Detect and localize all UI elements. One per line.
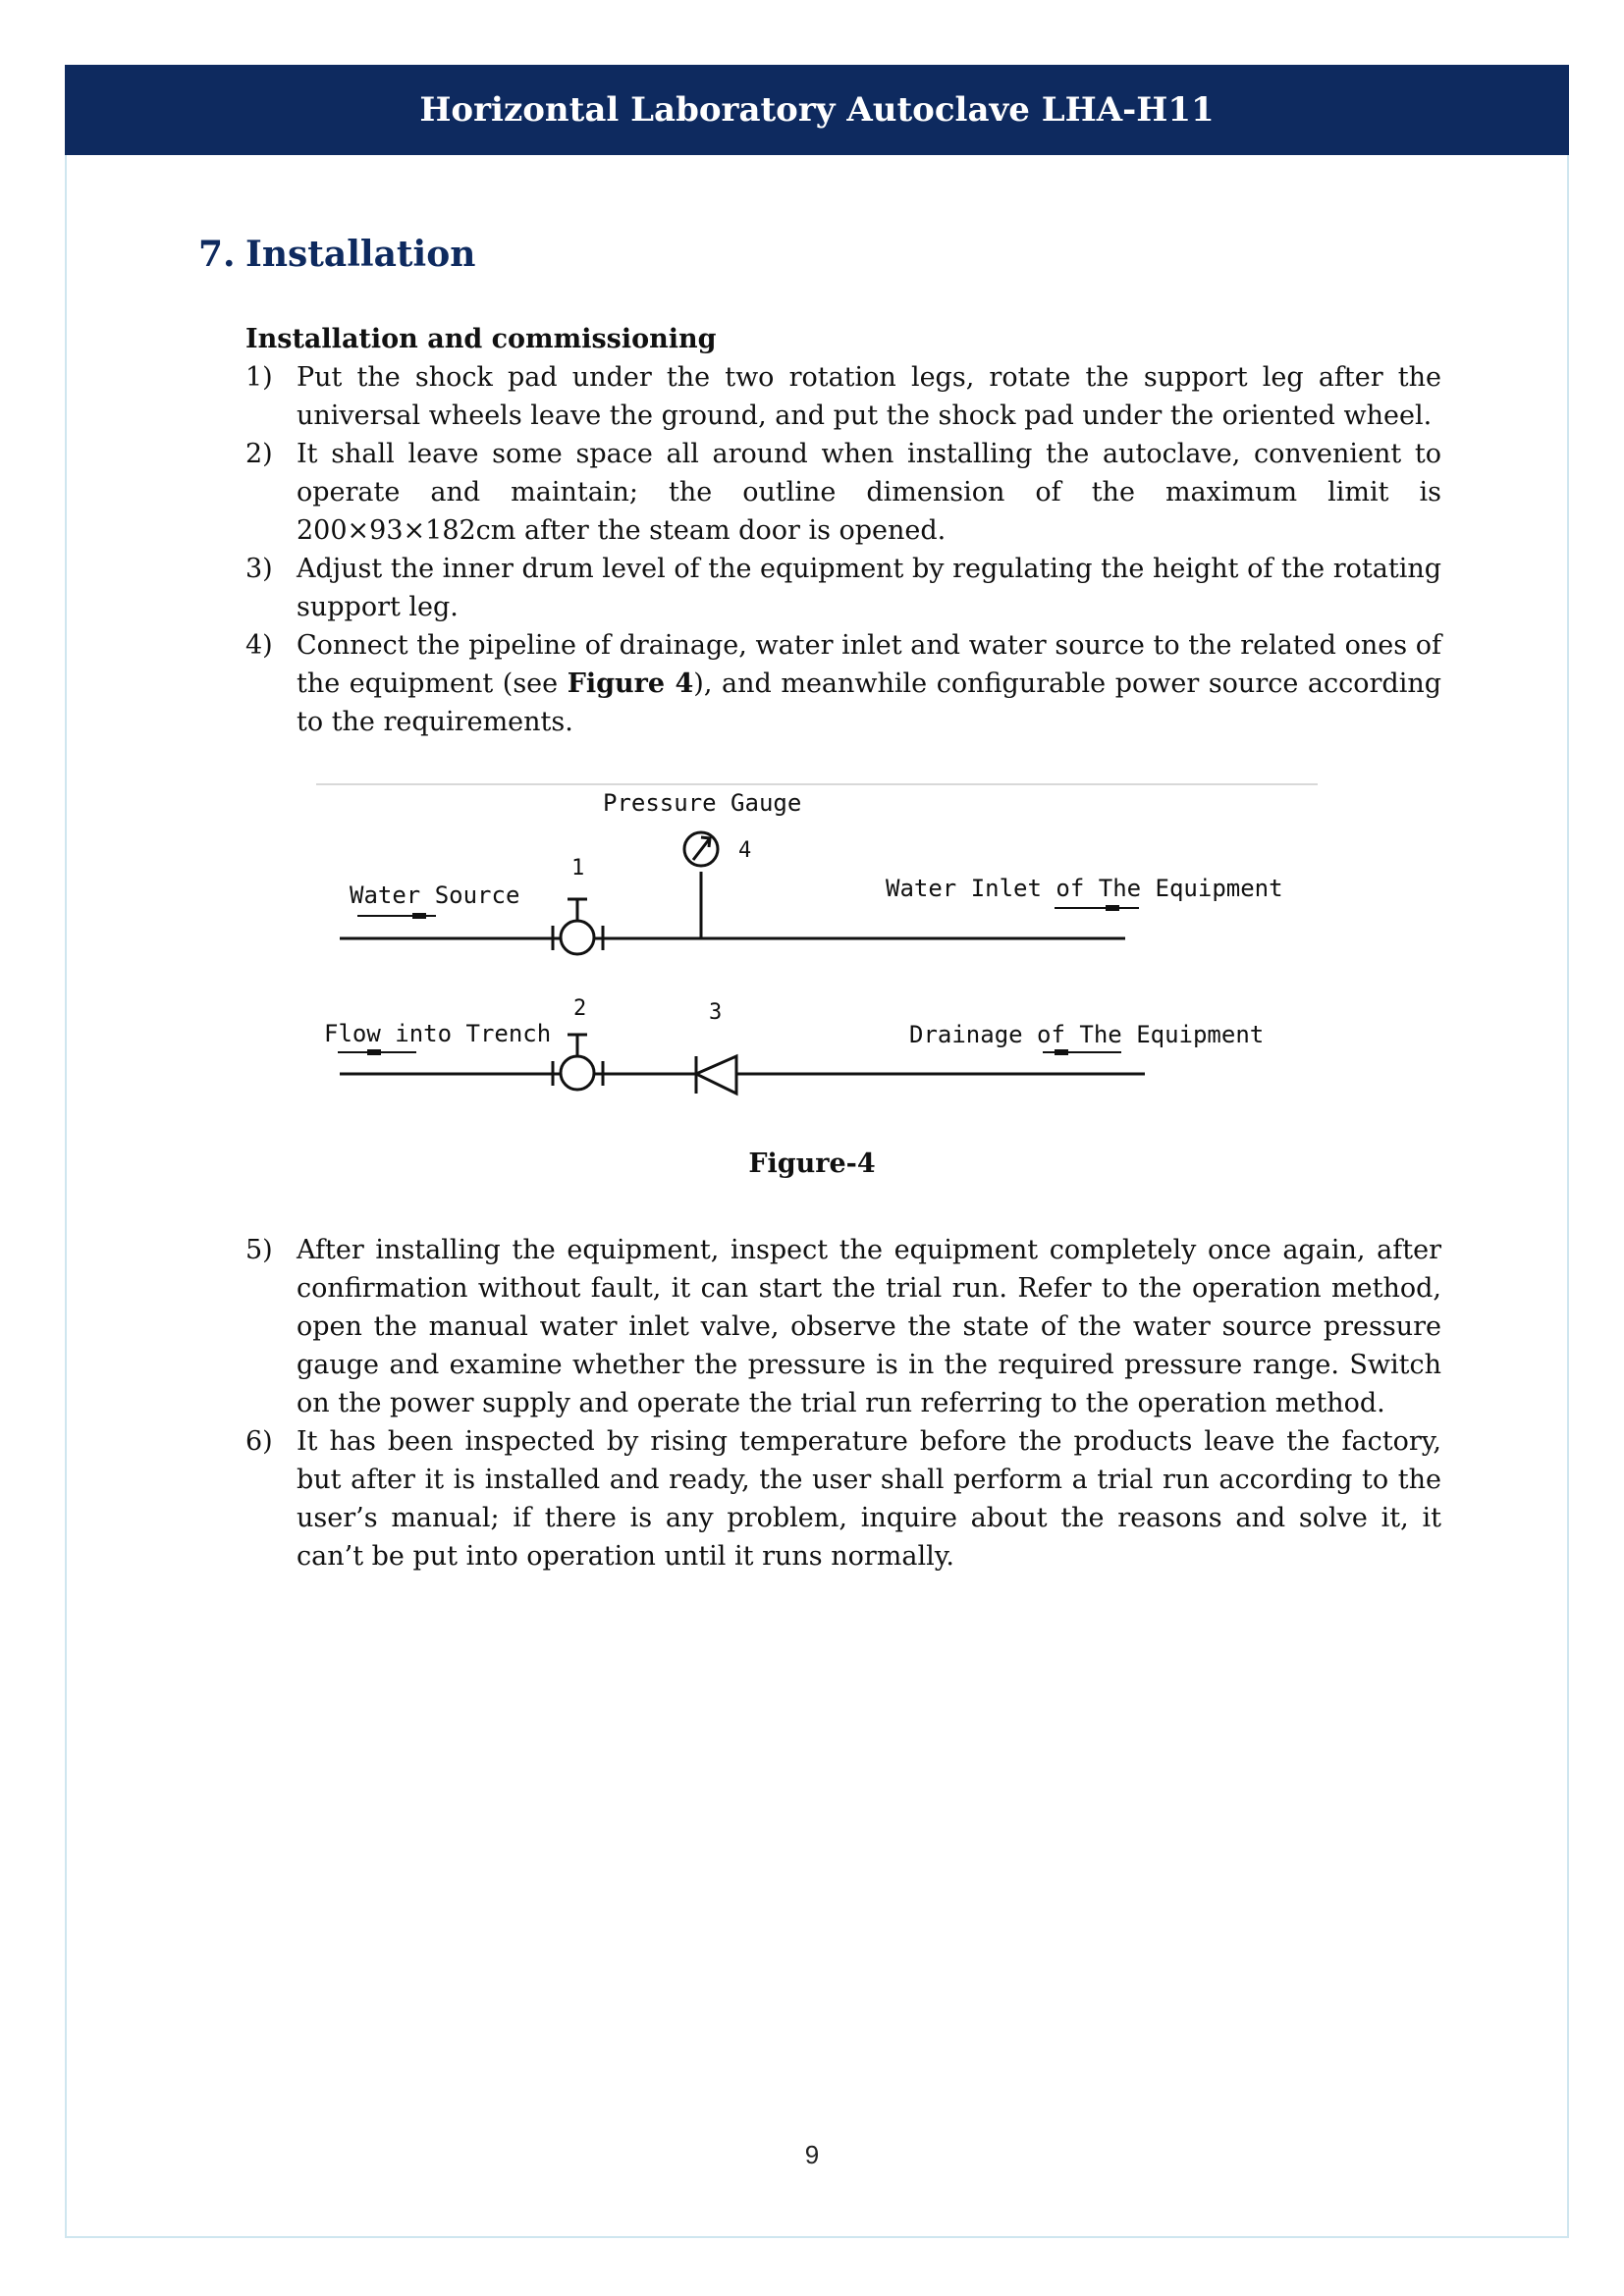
- list-text: Adjust the inner drum level of the equipment by regulating the height of the rotating support leg.: [297, 554, 1441, 622]
- list-item: [245, 626, 1441, 741]
- list-text: It shall leave some space all around when installing the autoclave, convenient to operate and maintain; the outline dimension of the maximum limit is 200×93×182cm after the steam door is opened.: [297, 439, 1441, 546]
- label-num-2: 2: [573, 996, 587, 1021]
- list-text: It has been inspected by rising temperature before the products leave the factory, but after it is installed and ready, the user shall perform a trial run according to the user’s manual; if there is any problem, inquire about the reasons and solve it, it can’t be put into operation until it runs normally.: [297, 1426, 1441, 1572]
- label-num-3: 3: [709, 1000, 723, 1025]
- installation-steps-part-2: [245, 1231, 1441, 1575]
- label-pressure-gauge: Pressure Gauge: [603, 789, 802, 817]
- label-flow-trench: Flow into Trench: [324, 1020, 552, 1047]
- section-title: Installation: [245, 234, 476, 275]
- section-number: 7.: [198, 234, 236, 275]
- valve-1-icon: [561, 921, 594, 954]
- list-item: [245, 1231, 1441, 1422]
- list-item: [245, 1422, 1441, 1575]
- list-number: 6): [245, 1426, 273, 1457]
- list-text: [297, 626, 1441, 741]
- installation-steps-part-1: [245, 320, 1441, 741]
- list-number: 5): [245, 1235, 273, 1265]
- label-drainage: Drainage of The Equipment: [909, 1021, 1265, 1048]
- figure-reference: Figure 4: [567, 668, 694, 699]
- list-text: Put the shock pad under the two rotation legs, rotate the support leg after the universal wheels leave the ground, and put the shock pad under the oriented wheel.: [297, 362, 1441, 431]
- section-heading: [198, 234, 475, 275]
- piping-diagram: [316, 781, 1318, 1105]
- list-item: [245, 550, 1441, 626]
- page-header: Horizontal Laboratory Autoclave LHA-H11: [65, 65, 1569, 155]
- list-item: [245, 358, 1441, 435]
- page-number: 9: [804, 2140, 820, 2169]
- flow-arrow-marker: [1055, 1049, 1068, 1055]
- list-number: 4): [245, 630, 273, 661]
- list-number: 1): [245, 362, 273, 393]
- valve-2-icon: [561, 1056, 594, 1090]
- list-text-part: Connect the pipeline of drainage, water inlet and water source to the related ones of the equipment (see: [297, 630, 1441, 699]
- subheading: Installation and commissioning: [245, 324, 717, 354]
- list-item: [245, 435, 1441, 550]
- check-valve-icon: [696, 1056, 736, 1094]
- list-number: 3): [245, 554, 273, 584]
- list-number: 2): [245, 439, 273, 469]
- label-water-inlet: Water Inlet of The Equipment: [886, 875, 1283, 902]
- label-num-4: 4: [738, 838, 752, 863]
- figure-caption: Figure-4: [748, 1148, 876, 1179]
- list-text: After installing the equipment, inspect the equipment completely once again, after confirmation without fault, it can start the trial run. Refer to the operation method, open the manual water inlet valve, observe the state of the water source pressure gauge and examine whether the pressure is in the required pressure range. Switch on the power supply and operate the trial run referring to the operation method.: [297, 1235, 1441, 1418]
- label-water-source: Water Source: [350, 881, 520, 909]
- flow-arrow-marker: [1106, 905, 1119, 911]
- flow-arrow-marker: [367, 1049, 381, 1055]
- label-num-1: 1: [571, 856, 585, 881]
- flow-arrow-marker: [412, 913, 426, 919]
- list-text-part: ), and meanwhile configurable power source according to the requirements.: [297, 668, 1442, 737]
